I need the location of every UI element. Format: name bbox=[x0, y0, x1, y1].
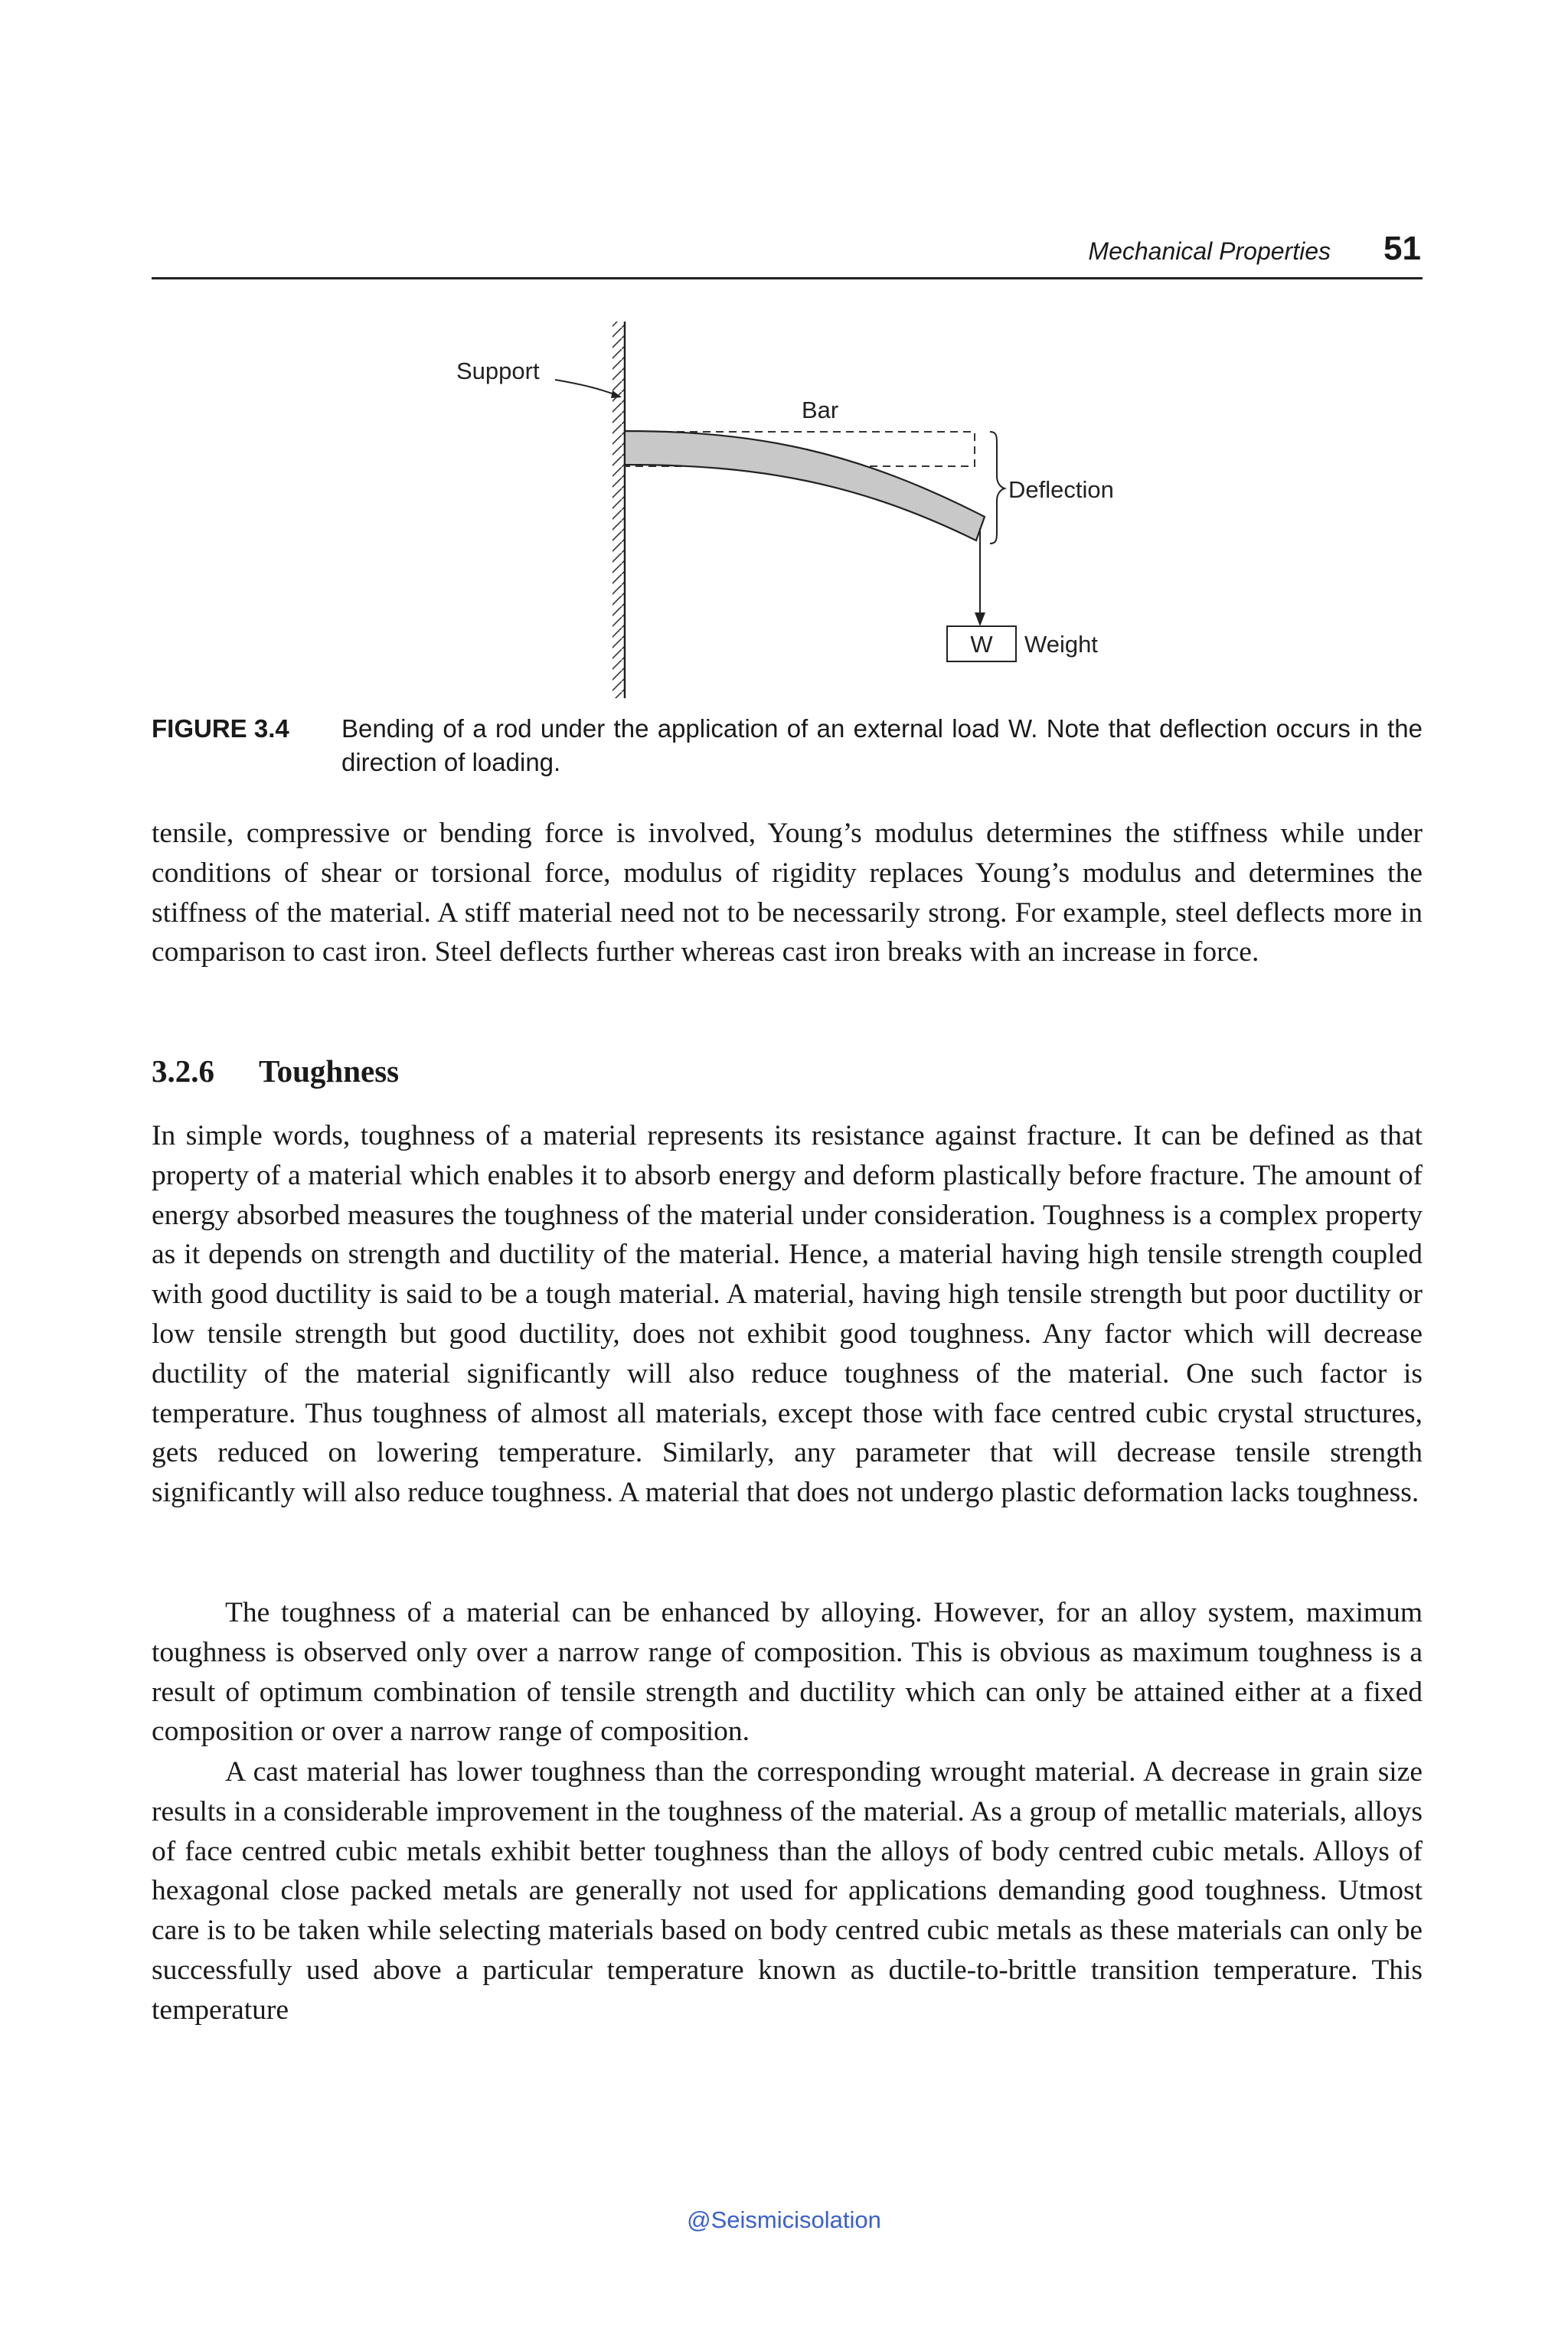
deflection-brace bbox=[990, 432, 1004, 544]
paragraph-1: In simple words, toughness of a material represents its resistance against fracture. It can be defined as that property of a material which enables it to absorb energy and deform plastically before fracture. The amount of energy absorbed measures the toughness of the material under consideration. Toughness is a complex property as it depends on strength and ductility of the material. Hence, a material having high tensile strength coupled with good ductility is said to be a tough material. A material, having high tensile strength but poor ductility or low tensile strength but good ductility, does not exhibit good toughness. Any factor which will decrease ductility of the material significantly will also reduce toughness of the material. One such factor is temperature. Thus toughness of almost all materials, except those with face centred cubic crystal structures, gets reduced on lowering temperature. Similarly, any parameter that will decrease tensile strength significantly will also reduce toughness. A material that does not undergo plastic deformation lacks toughness. bbox=[152, 1120, 1423, 1509]
weight-box-label: W bbox=[970, 631, 993, 658]
section-title: Toughness bbox=[259, 1053, 400, 1089]
support-leader bbox=[555, 380, 620, 397]
deflection-label: Deflection bbox=[1008, 476, 1114, 503]
continuation-paragraph: tensile, compressive or bending force is involved, Young’s modulus determines the stiffness while under conditions of shear or torsional force, modulus of rigidity replaces Young’s modulus and determines the stiffness of the material. A stiff material need not to be necessarily strong. For example, steel deflects more in comparison to cast iron. Steel deflects further whereas cast iron breaks with an increase in force. bbox=[152, 818, 1423, 968]
bar-label: Bar bbox=[802, 397, 839, 423]
running-title: Mechanical Properties bbox=[1088, 237, 1331, 265]
caption-label: FIGURE 3.4 bbox=[152, 714, 289, 743]
figure-3-4 bbox=[429, 306, 1194, 704]
watermark: @Seismicisolation bbox=[687, 2206, 881, 2233]
weight-label: Weight bbox=[1024, 631, 1098, 658]
section-number: 3.2.6 bbox=[152, 1053, 214, 1089]
running-header bbox=[152, 230, 1423, 279]
load-arrow bbox=[975, 612, 985, 626]
caption-text: Bending of a rod under the application of an external load W. Note that deflection occurs in the direction of loading. bbox=[341, 714, 1423, 776]
page-number: 51 bbox=[1383, 230, 1421, 267]
paragraph-2: The toughness of a material can be enhanced by alloying. However, for an alloy system, maximum toughness is observed only over a narrow range of composition. This is obvious as maximum toughness is a result of optimum combination of tensile strength and ductility which can only be attained either at a fixed composition or over a narrow range of composition. bbox=[152, 1597, 1423, 1748]
support-label: Support bbox=[456, 358, 540, 384]
cantilever-diagram bbox=[429, 306, 1194, 704]
paragraph-3: A cast material has lower toughness than the corresponding wrought material. A decrease in grain size results in a considerable improvement in the toughness of the material. As a group of metallic materials, alloys of face centred cubic metals exhibit better toughness than the alloys of body centred cubic metals. Alloys of hexagonal close packed metals are generally not used for applications demanding good toughness. Utmost care is to be taken while selecting materials based on body centred cubic metals as these materials can only be successfully used above a particular temperature known as ductile-to-brittle transition temperature. This temperature bbox=[152, 1756, 1423, 2026]
deflected-bar bbox=[625, 431, 985, 540]
wall-hatching bbox=[612, 322, 625, 698]
section-heading bbox=[152, 1053, 399, 1089]
